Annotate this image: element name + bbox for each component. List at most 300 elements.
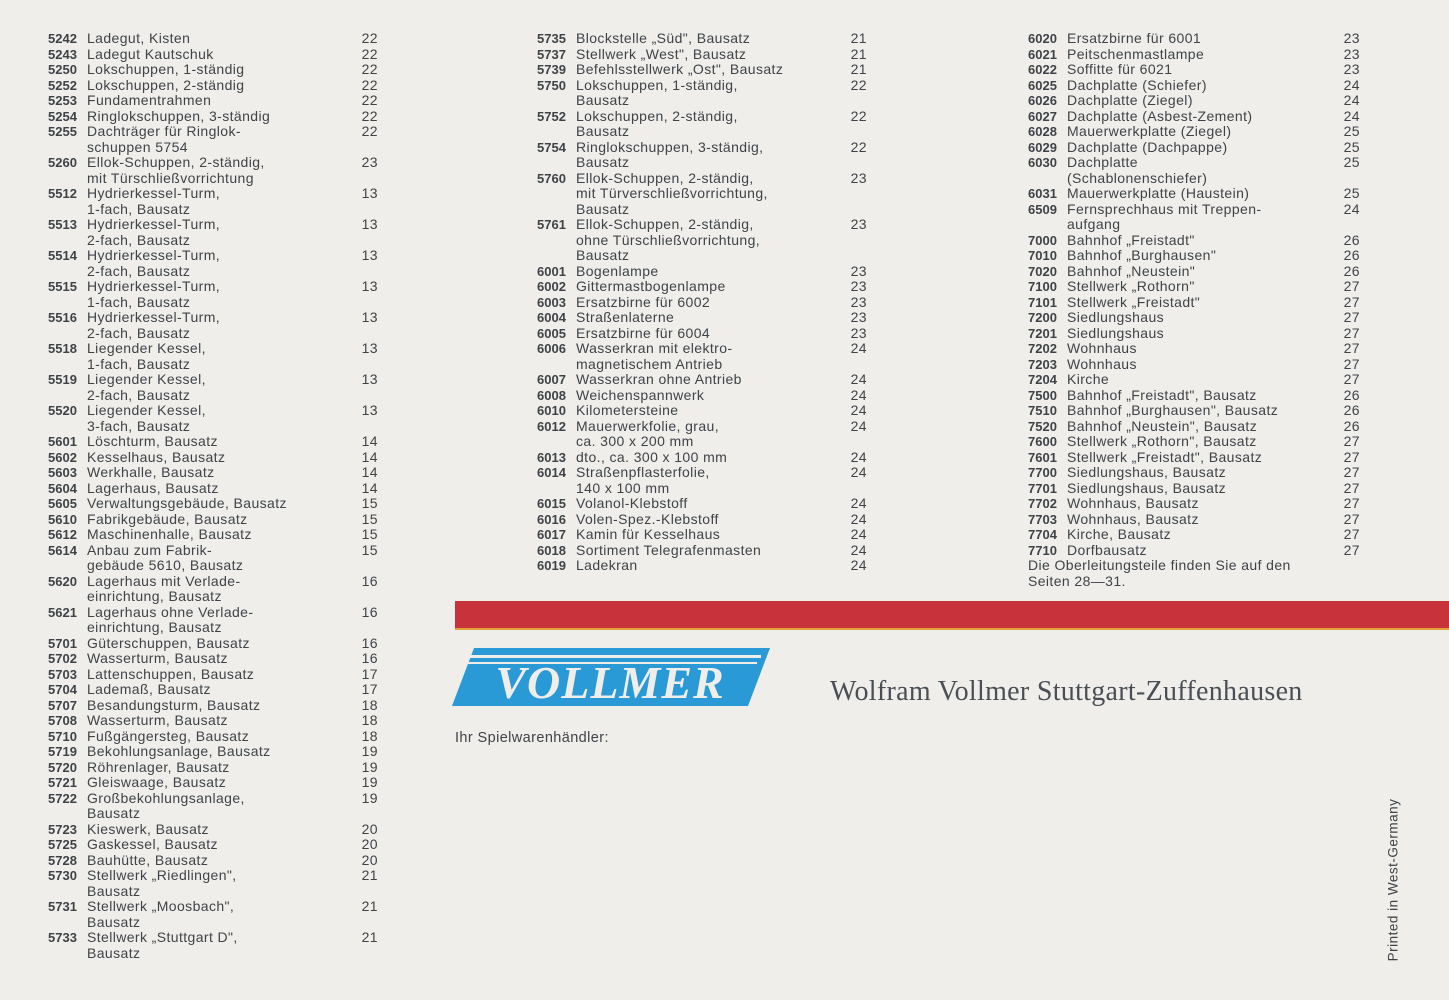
article-number: 6016 — [537, 511, 566, 527]
page-number: 27 — [1343, 479, 1360, 496]
article-name: Liegender Kessel, 2-fach, Bausatz — [87, 371, 206, 403]
page-number: 25 — [1343, 123, 1360, 139]
article-name: Wasserturm, Bausatz — [87, 712, 228, 728]
article-name: Großbekohlungsanlage, Bausatz — [87, 789, 245, 821]
article-number: 7601 — [1028, 449, 1057, 465]
article-name: Anbau zum Fabrik- gebäude 5610, Bausatz — [87, 541, 244, 573]
catalog-entry — [48, 217, 378, 248]
catalog-entry — [48, 791, 378, 822]
article-name: Dachplatte (Schablonenschiefer) — [1067, 154, 1208, 186]
article-number: 5703 — [48, 666, 77, 682]
article-name: Mauerwerkplatte (Ziegel) — [1067, 123, 1232, 139]
catalog-entry — [48, 341, 378, 372]
article-number: 6004 — [537, 310, 566, 325]
catalog-entry — [48, 930, 378, 961]
page-number: 13 — [361, 340, 378, 356]
article-number: 5513 — [48, 217, 77, 232]
page-number: 23 — [850, 169, 867, 186]
article-name: Hydrierkessel-Turm, 2-fach, Bausatz — [87, 247, 221, 279]
article-number: 5621 — [48, 604, 77, 620]
article-number: 5725 — [48, 837, 77, 852]
article-number: 6008 — [537, 387, 566, 403]
catalog-entry — [537, 31, 867, 47]
page-number: 16 — [361, 572, 378, 589]
article-name: Ringlokschuppen, 3-ständig — [87, 107, 271, 124]
article-name: Kilometersteine — [576, 402, 679, 418]
article-name: Lagerhaus mit Verlade- einrichtung, Bausatz — [87, 572, 241, 604]
article-number: 5735 — [537, 31, 566, 46]
catalog-entry — [1028, 109, 1360, 125]
page-number: 27 — [1343, 526, 1360, 542]
article-number: 5604 — [48, 480, 77, 496]
catalog-entry — [48, 512, 378, 528]
catalog-entry — [537, 109, 867, 140]
article-name: Stellwerk „West", Bausatz — [576, 45, 747, 62]
catalog-entry — [537, 264, 867, 280]
page-number: 13 — [361, 309, 378, 325]
catalog-entry — [537, 341, 867, 372]
article-number: 5708 — [48, 713, 77, 728]
catalog-entry — [48, 744, 378, 760]
article-name: Güterschuppen, Bausatz — [87, 634, 250, 651]
article-number: 6002 — [537, 279, 566, 294]
article-number: 5254 — [48, 108, 77, 124]
page-number: 23 — [361, 154, 378, 170]
page-number: 25 — [1343, 154, 1360, 170]
article-number: 7010 — [1028, 248, 1057, 263]
article-number: 5731 — [48, 899, 77, 914]
page-number: 23 — [850, 262, 867, 279]
article-name: Volen-Spez.-Klebstoff — [576, 510, 719, 527]
article-name: Lademaß, Bausatz — [87, 681, 211, 697]
article-name: Dachplatte (Schiefer) — [1067, 76, 1207, 93]
page-number: 13 — [361, 185, 378, 201]
article-name: Kamin für Kesselhaus — [576, 526, 721, 542]
page-number: 22 — [361, 76, 378, 93]
catalog-entry — [1028, 434, 1360, 450]
article-number: 5704 — [48, 682, 77, 697]
article-number: 5602 — [48, 449, 77, 465]
article-name: Gittermastbogenlampe — [576, 278, 726, 294]
article-number: 5255 — [48, 124, 77, 139]
page-number: 19 — [361, 774, 378, 790]
page-number: 23 — [850, 278, 867, 294]
page-number: 27 — [1343, 309, 1360, 325]
page-number: 13 — [361, 216, 378, 232]
page-number: 22 — [850, 138, 867, 155]
catalog-entry — [1028, 357, 1360, 373]
page-number: 27 — [1343, 371, 1360, 387]
article-name: Volanol-Klebstoff — [576, 495, 688, 511]
page-number: 25 — [1343, 138, 1360, 155]
page-number: 22 — [361, 123, 378, 139]
page-number: 14 — [361, 479, 378, 496]
article-name: Lattenschuppen, Bausatz — [87, 665, 255, 682]
catalog-entry — [48, 636, 378, 652]
article-number: 5760 — [537, 170, 566, 186]
article-name: Ringlokschuppen, 3-ständig, Bausatz — [576, 138, 764, 170]
page-number: 15 — [361, 510, 378, 527]
catalog-entry — [1028, 279, 1360, 295]
catalog-entry — [1028, 310, 1360, 326]
catalog-entry — [48, 682, 378, 698]
page-number: 18 — [361, 727, 378, 744]
article-name: Bekohlungsanlage, Bausatz — [87, 743, 271, 759]
catalog-entry — [537, 326, 867, 342]
red-stripe — [455, 601, 1449, 630]
article-number: 6025 — [1028, 77, 1057, 93]
article-number: 5754 — [537, 139, 566, 155]
catalog-entry — [537, 279, 867, 295]
article-name: Wasserkran mit elektro- magnetischem Antrieb — [576, 340, 733, 372]
page-number: 24 — [850, 371, 867, 387]
catalog-entry — [48, 62, 378, 78]
catalog-entry — [48, 775, 378, 791]
catalog-entry — [48, 760, 378, 776]
article-name: Peitschenmastlampe — [1067, 45, 1205, 62]
article-number: 7101 — [1028, 294, 1057, 310]
catalog-entry — [48, 450, 378, 466]
article-number: 7202 — [1028, 341, 1057, 356]
article-name: Soffitte für 6021 — [1067, 61, 1173, 77]
article-number: 5610 — [48, 511, 77, 527]
article-name: Gaskessel, Bausatz — [87, 836, 218, 852]
article-name: Siedlungshaus, Bausatz — [1067, 479, 1227, 496]
page-number: 27 — [1343, 433, 1360, 449]
catalog-entry — [537, 543, 867, 559]
article-name: Weichenspannwerk — [576, 386, 705, 403]
article-number: 5620 — [48, 573, 77, 589]
article-number: 7710 — [1028, 542, 1057, 558]
article-name: Wohnhaus, Bausatz — [1067, 510, 1199, 527]
article-name: Hydrierkessel-Turm, 2-fach, Bausatz — [87, 309, 221, 341]
page-number: 15 — [361, 541, 378, 558]
article-number: 5603 — [48, 465, 77, 480]
article-number: 7600 — [1028, 434, 1057, 449]
catalog-entry — [1028, 496, 1360, 512]
catalog-entry — [48, 713, 378, 729]
article-name: Siedlungshaus, Bausatz — [1067, 464, 1227, 480]
article-number: 7203 — [1028, 356, 1057, 372]
article-number: 7700 — [1028, 465, 1057, 480]
page-number: 16 — [361, 634, 378, 651]
article-number: 5242 — [48, 31, 77, 46]
article-number: 5710 — [48, 728, 77, 744]
catalog-entry — [48, 186, 378, 217]
page-number: 25 — [1343, 185, 1360, 201]
logo-text: VOLLMER — [495, 657, 725, 706]
article-name: Ersatzbirne für 6001 — [1067, 30, 1202, 46]
article-name: Liegender Kessel, 1-fach, Bausatz — [87, 340, 206, 372]
page-number: 24 — [850, 526, 867, 542]
page-number: 26 — [1343, 247, 1360, 263]
page-number: 22 — [850, 76, 867, 93]
catalog-entry — [1028, 543, 1360, 559]
page-number: 22 — [361, 61, 378, 77]
article-name: Wasserturm, Bausatz — [87, 650, 228, 666]
article-name: Hydrierkessel-Turm, 1-fach, Bausatz — [87, 185, 221, 217]
catalog-entry — [1028, 62, 1360, 78]
article-name: Dachträger für Ringlok- schuppen 5754 — [87, 123, 241, 155]
catalog-entry — [48, 279, 378, 310]
page-number: 24 — [850, 340, 867, 356]
printed-in-label: Printed in West-Germany — [1385, 798, 1401, 962]
catalog-entry — [48, 698, 378, 714]
catalog-entry — [1028, 403, 1360, 419]
catalog-entry — [537, 372, 867, 388]
article-name: Fernsprechhaus mit Treppen- aufgang — [1067, 200, 1262, 232]
article-name: Bahnhof „Burghausen", Bausatz — [1067, 402, 1279, 418]
page-number: 13 — [361, 402, 378, 418]
catalog-entry — [48, 651, 378, 667]
article-number: 5601 — [48, 434, 77, 449]
article-number: 5720 — [48, 759, 77, 775]
page-number: 24 — [850, 386, 867, 403]
page-number: 26 — [1343, 417, 1360, 434]
article-number: 6031 — [1028, 186, 1057, 201]
article-number: 6021 — [1028, 46, 1057, 62]
catalog-entry — [1028, 450, 1360, 466]
catalog-entry — [48, 605, 378, 636]
article-name: Bahnhof „Freistadt", Bausatz — [1067, 386, 1257, 403]
page-number: 27 — [1343, 293, 1360, 310]
article-number: 5739 — [537, 62, 566, 77]
catalog-entry — [1028, 372, 1360, 388]
article-name: Lagerhaus, Bausatz — [87, 479, 219, 496]
catalog-entry — [48, 403, 378, 434]
article-number: 5516 — [48, 310, 77, 325]
page-number: 24 — [850, 541, 867, 558]
article-name: Lokschuppen, 2-ständig, Bausatz — [576, 107, 738, 139]
catalog-entry — [537, 310, 867, 326]
article-name: Stellwerk „Freistadt", Bausatz — [1067, 448, 1263, 465]
article-number: 5722 — [48, 790, 77, 806]
article-number: 7204 — [1028, 372, 1057, 387]
article-number: 6027 — [1028, 108, 1057, 124]
catalog-entry — [537, 403, 867, 419]
page-number: 19 — [361, 789, 378, 806]
article-number: 6509 — [1028, 201, 1057, 217]
page-number: 15 — [361, 526, 378, 542]
article-name: Wohnhaus — [1067, 340, 1137, 356]
page-number: 22 — [361, 92, 378, 108]
article-name: Werkhalle, Bausatz — [87, 464, 215, 480]
page-number: 20 — [361, 851, 378, 868]
catalog-entry — [48, 899, 378, 930]
catalog-entry — [48, 248, 378, 279]
page-number: 24 — [850, 464, 867, 480]
catalog-entry — [48, 853, 378, 869]
page-number: 23 — [1343, 30, 1360, 46]
catalog-entry — [48, 527, 378, 543]
article-name: Wohnhaus — [1067, 355, 1137, 372]
catalog-entry — [537, 465, 867, 496]
page-number: 24 — [1343, 76, 1360, 93]
page-number: 27 — [1343, 464, 1360, 480]
article-name: Bauhütte, Bausatz — [87, 851, 209, 868]
page-number: 27 — [1343, 324, 1360, 341]
page-number: 24 — [850, 417, 867, 434]
article-number: 6010 — [537, 403, 566, 418]
article-name: Straßenlaterne — [576, 309, 675, 325]
page-number: 24 — [850, 402, 867, 418]
catalog-entry — [48, 93, 378, 109]
article-number: 5761 — [537, 217, 566, 232]
catalog-entry — [1028, 481, 1360, 497]
catalog-entry — [537, 295, 867, 311]
article-name: Mauerwerkfolie, grau, ca. 300 x 200 mm — [576, 417, 720, 449]
catalog-entry — [48, 155, 378, 186]
article-name: Ellok-Schuppen, 2-ständig, ohne Türschließvorrichtung, Bausatz — [576, 216, 761, 263]
article-number: 7510 — [1028, 403, 1057, 418]
article-name: Kirche — [1067, 371, 1110, 387]
article-number: 5702 — [48, 651, 77, 666]
article-number: 6006 — [537, 341, 566, 356]
page-number: 26 — [1343, 402, 1360, 418]
page-number: 24 — [1343, 200, 1360, 217]
catalog-entry — [537, 171, 867, 218]
company-name: Wolfram Vollmer Stuttgart-Zuffenhausen — [830, 676, 1303, 707]
article-name: Straßenpflasterfolie, 140 x 100 mm — [576, 464, 710, 496]
article-number: 6014 — [537, 465, 566, 480]
page-number: 14 — [361, 448, 378, 465]
article-number: 6005 — [537, 325, 566, 341]
article-number: 6007 — [537, 372, 566, 387]
article-number: 6013 — [537, 449, 566, 465]
article-number: 7701 — [1028, 480, 1057, 496]
page-number: 26 — [1343, 386, 1360, 403]
catalog-entry — [1028, 233, 1360, 249]
page-number: 21 — [850, 61, 867, 77]
catalog-entry — [537, 450, 867, 466]
article-number: 5701 — [48, 635, 77, 651]
article-name: Fundamentrahmen — [87, 92, 212, 108]
article-name: Wohnhaus, Bausatz — [1067, 495, 1199, 511]
catalog-entry — [48, 372, 378, 403]
catalog-entry — [48, 434, 378, 450]
article-number: 6029 — [1028, 139, 1057, 155]
page-number: 27 — [1343, 541, 1360, 558]
page-number: 27 — [1343, 340, 1360, 356]
catalog-entry — [1028, 341, 1360, 357]
article-name: Lokschuppen, 1-ständig — [87, 61, 245, 77]
catalog-entry — [48, 496, 378, 512]
article-name: Wasserkran ohne Antrieb — [576, 371, 742, 387]
article-name: Befehlsstellwerk „Ost", Bausatz — [576, 61, 784, 77]
catalog-entry — [537, 388, 867, 404]
catalog-entry — [48, 667, 378, 683]
article-name: Lokschuppen, 1-ständig, Bausatz — [576, 76, 738, 108]
article-number: 5260 — [48, 155, 77, 170]
article-name: Mauerwerkplatte (Haustein) — [1067, 185, 1250, 201]
page-number: 22 — [850, 107, 867, 124]
page-number: 13 — [361, 247, 378, 263]
page-number: 21 — [850, 30, 867, 46]
article-number: 6026 — [1028, 93, 1057, 108]
article-number: 5733 — [48, 930, 77, 945]
catalog-entry — [1028, 202, 1360, 233]
catalog-entry — [1028, 124, 1360, 140]
catalog-entry — [1028, 527, 1360, 543]
article-number: 6022 — [1028, 62, 1057, 77]
page-number: 22 — [361, 30, 378, 46]
article-number: 5723 — [48, 821, 77, 837]
catalog-entry — [1028, 155, 1360, 186]
article-number: 5752 — [537, 108, 566, 124]
catalog-entry — [537, 419, 867, 450]
catalog-entry — [1028, 93, 1360, 109]
page-number: 15 — [361, 495, 378, 511]
article-number: 6018 — [537, 542, 566, 558]
article-number: 5250 — [48, 62, 77, 77]
catalog-entry — [48, 729, 378, 745]
article-name: Kesselhaus, Bausatz — [87, 448, 226, 465]
page-number: 16 — [361, 650, 378, 666]
catalog-entry — [1028, 78, 1360, 94]
article-name: Fußgängersteg, Bausatz — [87, 727, 250, 744]
page-number: 20 — [361, 836, 378, 852]
catalog-entry — [48, 465, 378, 481]
page-number: 27 — [1343, 278, 1360, 294]
article-number: 7702 — [1028, 496, 1057, 511]
article-number: 5519 — [48, 372, 77, 387]
article-number: 5737 — [537, 46, 566, 62]
page-number: 27 — [1343, 355, 1360, 372]
page-number: 23 — [1343, 61, 1360, 77]
page-number: 24 — [850, 557, 867, 573]
article-name: Blockstelle „Süd", Bausatz — [576, 30, 751, 46]
page-number: 24 — [850, 448, 867, 465]
page-number: 19 — [361, 743, 378, 759]
catalog-entry — [48, 837, 378, 853]
article-name: Ladekran — [576, 557, 638, 573]
article-name: dto., ca. 300 x 100 mm — [576, 448, 728, 465]
catalog-entry — [1028, 326, 1360, 342]
page-number: 21 — [361, 929, 378, 945]
article-number: 5728 — [48, 852, 77, 868]
catalog-entry — [1028, 248, 1360, 264]
article-number: 5243 — [48, 46, 77, 62]
page-number: 27 — [1343, 448, 1360, 465]
article-name: Bahnhof „Freistadt" — [1067, 231, 1195, 248]
page-number: 24 — [1343, 92, 1360, 108]
article-name: Sortiment Telegrafenmasten — [576, 541, 762, 558]
page-number: 24 — [850, 495, 867, 511]
article-number: 6017 — [537, 527, 566, 542]
article-number: 7500 — [1028, 387, 1057, 403]
catalog-entry — [48, 31, 378, 47]
article-number: 5614 — [48, 542, 77, 558]
catalog-entry — [48, 124, 378, 155]
catalog-entry — [537, 47, 867, 63]
catalog-entry — [1028, 140, 1360, 156]
article-number: 6003 — [537, 294, 566, 310]
article-name: Verwaltungsgebäude, Bausatz — [87, 495, 287, 511]
article-number: 5730 — [48, 868, 77, 883]
page-number: 23 — [1343, 45, 1360, 62]
page-number: 23 — [850, 309, 867, 325]
article-name: Ersatzbirne für 6004 — [576, 324, 711, 341]
article-name: Ersatzbirne für 6002 — [576, 293, 711, 310]
article-number: 6015 — [537, 496, 566, 511]
article-name: Stellwerk „Freistadt" — [1067, 293, 1201, 310]
page-number: 18 — [361, 696, 378, 713]
article-number: 5721 — [48, 775, 77, 790]
article-name: Siedlungshaus — [1067, 309, 1165, 325]
article-number: 5605 — [48, 496, 77, 511]
article-number: 5750 — [537, 77, 566, 93]
page-number: 23 — [850, 293, 867, 310]
